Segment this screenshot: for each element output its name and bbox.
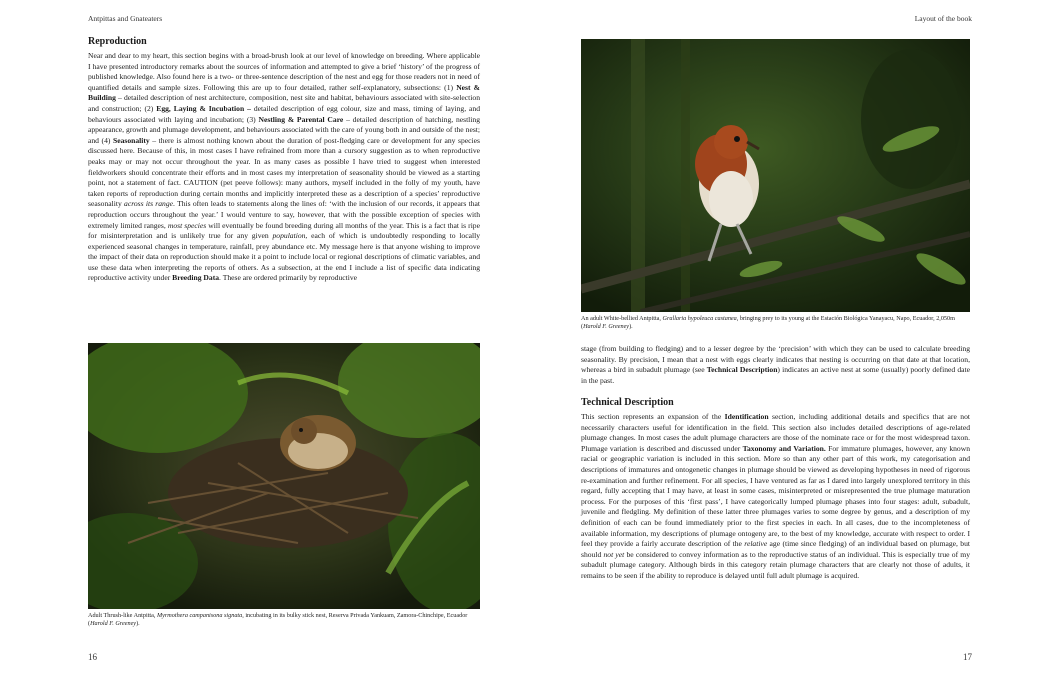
text-run: Nest & Building [88, 82, 481, 103]
text-run: Egg, Laying & Incubation – [156, 103, 251, 113]
text-run: ). [136, 620, 140, 627]
running-head-right: Layout of the book [914, 14, 972, 23]
text-run: , each of which is undoubtedly responding to locally experienced seasonal changes in temperature, rainfall, prey abundance etc. My message here is that anyone wishing to improve the impact of their data on reproduction should make it a point to include local or regional descriptions of climatic variables, and use these data when interpreting the reports of others. As a subsection, at the end I include a list of specific data indicating reproductive activity under [88, 231, 480, 283]
right-page [530, 0, 1060, 678]
text-run: , bringing prey to its young at the Estación Biológica Yanayacu, Napo, Ecuador, 2,050m ( [581, 315, 955, 330]
text-run: – detailed description of nest architecture, composition, nest site and habitat, behaviours associated with site-selection and construction; (2) [88, 93, 480, 113]
text-run: Taxonomy and Variation. [742, 443, 826, 453]
text-run: . These are ordered primarily by reproductive [219, 273, 358, 283]
text-run: Myrmothera campanisona signata [156, 612, 243, 619]
section-title-reproduction: Reproduction [88, 36, 147, 47]
text-run: Identification [724, 412, 769, 421]
text-run: . This often leads to statements along the lines of: ‘with the inclusion of our records, it appears that reproduction occurs throughout the year.’ I would venture to say, however, that with the possible exception of species with extremely limited ranges, [88, 199, 480, 230]
text-run: not yet [603, 549, 625, 559]
photo-caption-left [88, 612, 480, 628]
text-run: Near and dear to my heart, this section begins with a broad-brush look at our level of knowledge on breeding. Where applicable I have presented introductory remarks about the sources of information and attempted to give a brief ‘history’ of the progress of published knowledge. Also found here is a two- or three-sentence description of the nest and egg for those readers not in need of quantified details and sample sizes. Following this are up to four detailed, rather self-explanatory, subsections: (1) [88, 51, 480, 92]
text-run: Breeding Data [172, 273, 220, 283]
text-run: population [272, 231, 306, 241]
text-run: across its range [124, 199, 174, 209]
text-run: Adult Thrush-like Antpitta, [88, 612, 157, 619]
text-run: detailed description of egg colour, size and mass, timing of laying, and behaviours associated with laying and incubation; (3) [88, 103, 481, 124]
text-run: most species [167, 220, 207, 230]
text-run: Nestling & Parental Care [258, 114, 344, 124]
text-run: – there is almost nothing known about the duration of post-fledging care or development for any species discussed here. Because of this, in most cases I have refrained from more than a cursory suggestion as to when reproductive peaks may or may not occur throughout the year. In as many cases as possible I have tried to suggest when interested fieldworkers should concentrate their efforts and in most cases my interpretation of seasonality should be viewed as a starting point, not a statement of fact. CAUTION (pet peeve follows): many authors, myself included in the folly of my youth, have taken reports of reproduction during certain months and implicitly interpreted these as a description of a species’ reproductive seasonality [88, 135, 480, 209]
text-run: age (time since fledging) of an individual based on plumage, but should [581, 539, 971, 559]
text-run: will eventually be found breeding during all months of the year. This is a fact that is ripe for misinterpretation and is unlikely true for any given [88, 220, 480, 241]
text-run: – detailed description of hatching, nestling appearance, growth and plumage development, and behaviours associated with the care of young both in and outside of the nest; and (4) [88, 114, 480, 145]
photo-caption-right [581, 315, 976, 331]
photo-white-bellied-antpitta [581, 39, 970, 312]
continuation-paragraph [581, 344, 970, 386]
technical-description-paragraph [581, 412, 970, 582]
text-run: Harold F. Greeney [583, 323, 630, 330]
text-run: Technical Description [706, 365, 778, 375]
text-run: Grallaria hypoleuca castanea [662, 315, 737, 322]
page-number-left: 16 [88, 652, 97, 662]
text-run: Seasonality [112, 135, 150, 145]
text-run: ) indicates an active nest at some (usually) poorly defined date in the past. [581, 365, 971, 385]
text-run: An adult White-bellied Antpitta, [581, 315, 663, 322]
text-run: For immature plumages, however, any known racial or geographic variation is included in this section. More so than any other part of this work, my categorisation and descriptions of immatures and ontogenetic changes in plumage should be viewed as developing hypotheses in need of rigorous re-examination and further refinement. For all species, I have ventured as far as I dared into largely unexplored territory in this regard, fully accepting that I may have, at least in some cases, misinterpreted or misrepresented the true plumage maturation process. For the purposes of this ‘first pass’, I have categorically lumped plumage phases into four stages: adult, subadult, juvenile and fledgling. My definition of these latter three plumages varies to some degree by genus, and a description of my definition of each can be found immediately prior to the first species in each. In all cases, due to the incompleteness of available information, my descriptions of plumage ontogeny are, to the best of my knowledge, accurate with respect to order. I feel they provide a fairly accurate description of the [581, 443, 970, 549]
text-run: be considered to convey information as to the reproductive status of an individual. This is especially true of my subadult plumage category. Although birds in this category retain plumage characters that are clearly not those of adults, it remains to be seen if the ability to reproduce is delayed until full adult plumage is acquired. [581, 549, 971, 580]
text-run: section, including additional details and specifics that are not necessarily characters useful for identification in the field. This section also includes detailed descriptions of age-related plumage changes. In most cases the adult plumage characters are those of the nominate race or for the most widespread taxon. Plumage variation is described and discussed under [581, 412, 970, 453]
text-run: ). [629, 323, 633, 330]
text-run: , incubating in its bulky stick nest, Reserva Privada Yankuam, Zamora-Chinchipe, Ecuador ( [88, 612, 468, 627]
text-run: stage (from building to fledging) and to a lesser degree by the ‘precision’ with which they can be used to calculate breeding seasonality. By precision, I mean that a nest with eggs clearly indicates that nesting is occurring on that date at that location, whereas a bird in subadult plumage (see [581, 344, 970, 375]
photo-thrush-like-antpitta [88, 343, 480, 609]
text-run: Harold F. Greeney [90, 620, 137, 627]
reproduction-paragraph [88, 51, 480, 284]
page-number-right: 17 [963, 652, 972, 662]
text-run: relative [744, 539, 768, 549]
section-title-technical-description: Technical Description [581, 397, 674, 408]
running-head-left: Antpittas and Gnateaters [88, 14, 163, 23]
text-run: This section represents an expansion of the [581, 412, 725, 421]
